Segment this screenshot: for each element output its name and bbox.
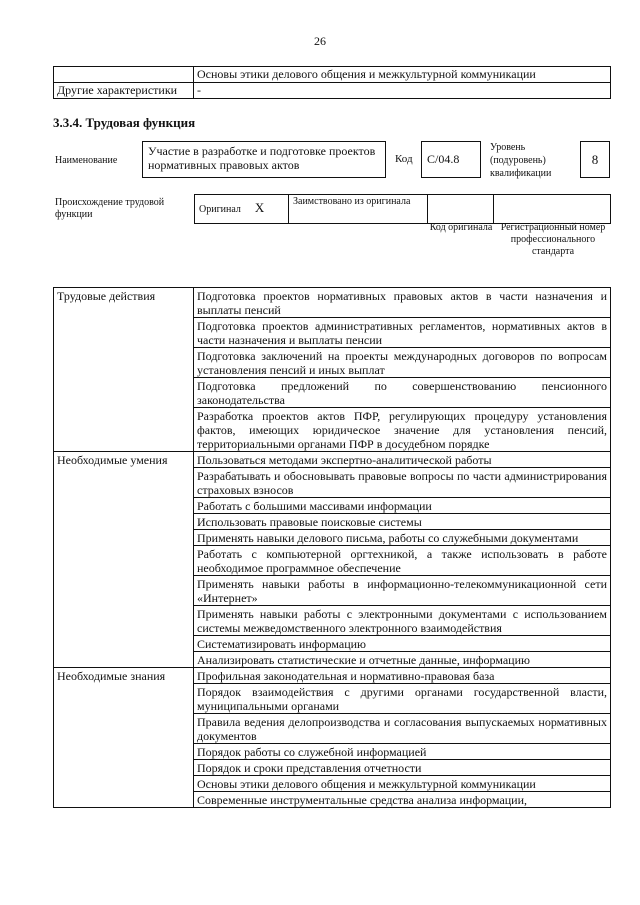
table-row — [54, 83, 611, 99]
section-item: Анализировать статистические и отчетные данные, информацию — [194, 652, 611, 668]
section-item: Подготовка проектов административных регламентов, нормативных актов в части назначения и выплаты пенсии — [194, 318, 611, 348]
section-item: Профильная законодательная и нормативно-правовая база — [194, 668, 611, 684]
empty-cell — [54, 67, 194, 83]
section-item: Разработка проектов актов ПФР, регулирующих процедуру установления фактов, имеющих юридическое значение для установления пенсий, территориальными органами ПФР в досудебном порядке — [194, 408, 611, 452]
section-item: Подготовка проектов нормативных правовых актов в части назначения и выплаты пенсий — [194, 288, 611, 318]
section-item: Подготовка заключений на проекты международных договоров по вопросам установления пенсий и иных выплат — [194, 348, 611, 378]
section-item: Работать с компьютерной оргтехникой, а также использовать в работе необходимое программное обеспечение — [194, 546, 611, 576]
top-continuation-table — [53, 66, 611, 99]
row-label: Другие характеристики — [54, 83, 194, 99]
section-item: Порядок и сроки представления отчетности — [194, 760, 611, 776]
section-item: Пользоваться методами экспертно-аналитической работы — [194, 452, 611, 468]
function-name-box: Участие в разработке и подготовке проектов нормативных правовых актов — [142, 141, 386, 178]
empty-cell — [494, 195, 611, 224]
section-item: Разрабатывать и обосновывать правовые вопросы по части администрирования страховых взносов — [194, 468, 611, 498]
table-row — [54, 668, 611, 684]
section-item: Порядок взаимодействия с другими органами государственной власти, муниципальными органами — [194, 684, 611, 714]
page-number: 26 — [314, 34, 326, 48]
competency-table — [53, 287, 611, 808]
origin-table — [194, 194, 611, 224]
section-item: Порядок работы со служебной информацией — [194, 744, 611, 760]
level-label: Уровень (подуровень) квалификации — [490, 142, 552, 179]
origin-label: Происхождение трудовой функции — [55, 197, 165, 220]
section-item: Применять навыки работы в информационно-телекоммуникационной сети «Интернет» — [194, 576, 611, 606]
section-title: Необходимые знания — [54, 668, 194, 808]
section-item: Современные инструментальные средства анализа информации, — [194, 792, 611, 808]
reg-number-caption: Регистрационный номер профессионального стандарта — [500, 222, 606, 257]
section-title: Трудовые действия — [54, 288, 194, 452]
section-item: Систематизировать информацию — [194, 636, 611, 652]
section-item: Подготовка предложений по совершенствованию пенсионного законодательства — [194, 378, 611, 408]
section-item: Работать с большими массивами информации — [194, 498, 611, 514]
section-item: Основы этики делового общения и межкультурной коммуникации — [194, 776, 611, 792]
table-row — [195, 195, 611, 224]
level-value-box: 8 — [580, 141, 610, 178]
code-original-caption: Код оригинала — [429, 222, 493, 233]
original-mark: X — [254, 200, 265, 215]
borrowed-label: Заимствовано из оригинала — [289, 195, 428, 224]
table-row — [54, 288, 611, 318]
function-code-box: С/04.8 — [421, 141, 481, 178]
section-item: Правила ведения делопроизводства и согласования выпускаемых нормативных документов — [194, 714, 611, 744]
table-cell: - — [194, 83, 611, 99]
section-title: Необходимые умения — [54, 452, 194, 668]
table-cell: Основы этики делового общения и межкультурной коммуникации — [194, 67, 611, 83]
code-label: Код — [395, 153, 413, 165]
section-item: Применять навыки делового письма, работы со служебными документами — [194, 530, 611, 546]
section-item: Применять навыки работы с электронными документами с использованием системы межведомственного электронного взаимодействия — [194, 606, 611, 636]
competency-table-body — [54, 288, 611, 808]
original-cell — [195, 195, 289, 224]
empty-cell — [428, 195, 494, 224]
table-row — [54, 67, 611, 83]
section-item: Использовать правовые поисковые системы — [194, 514, 611, 530]
table-row — [54, 452, 611, 468]
section-heading: 3.3.4. Трудовая функция — [53, 115, 196, 130]
name-label: Наименование — [55, 155, 118, 166]
original-label: Оригинал — [199, 204, 241, 215]
